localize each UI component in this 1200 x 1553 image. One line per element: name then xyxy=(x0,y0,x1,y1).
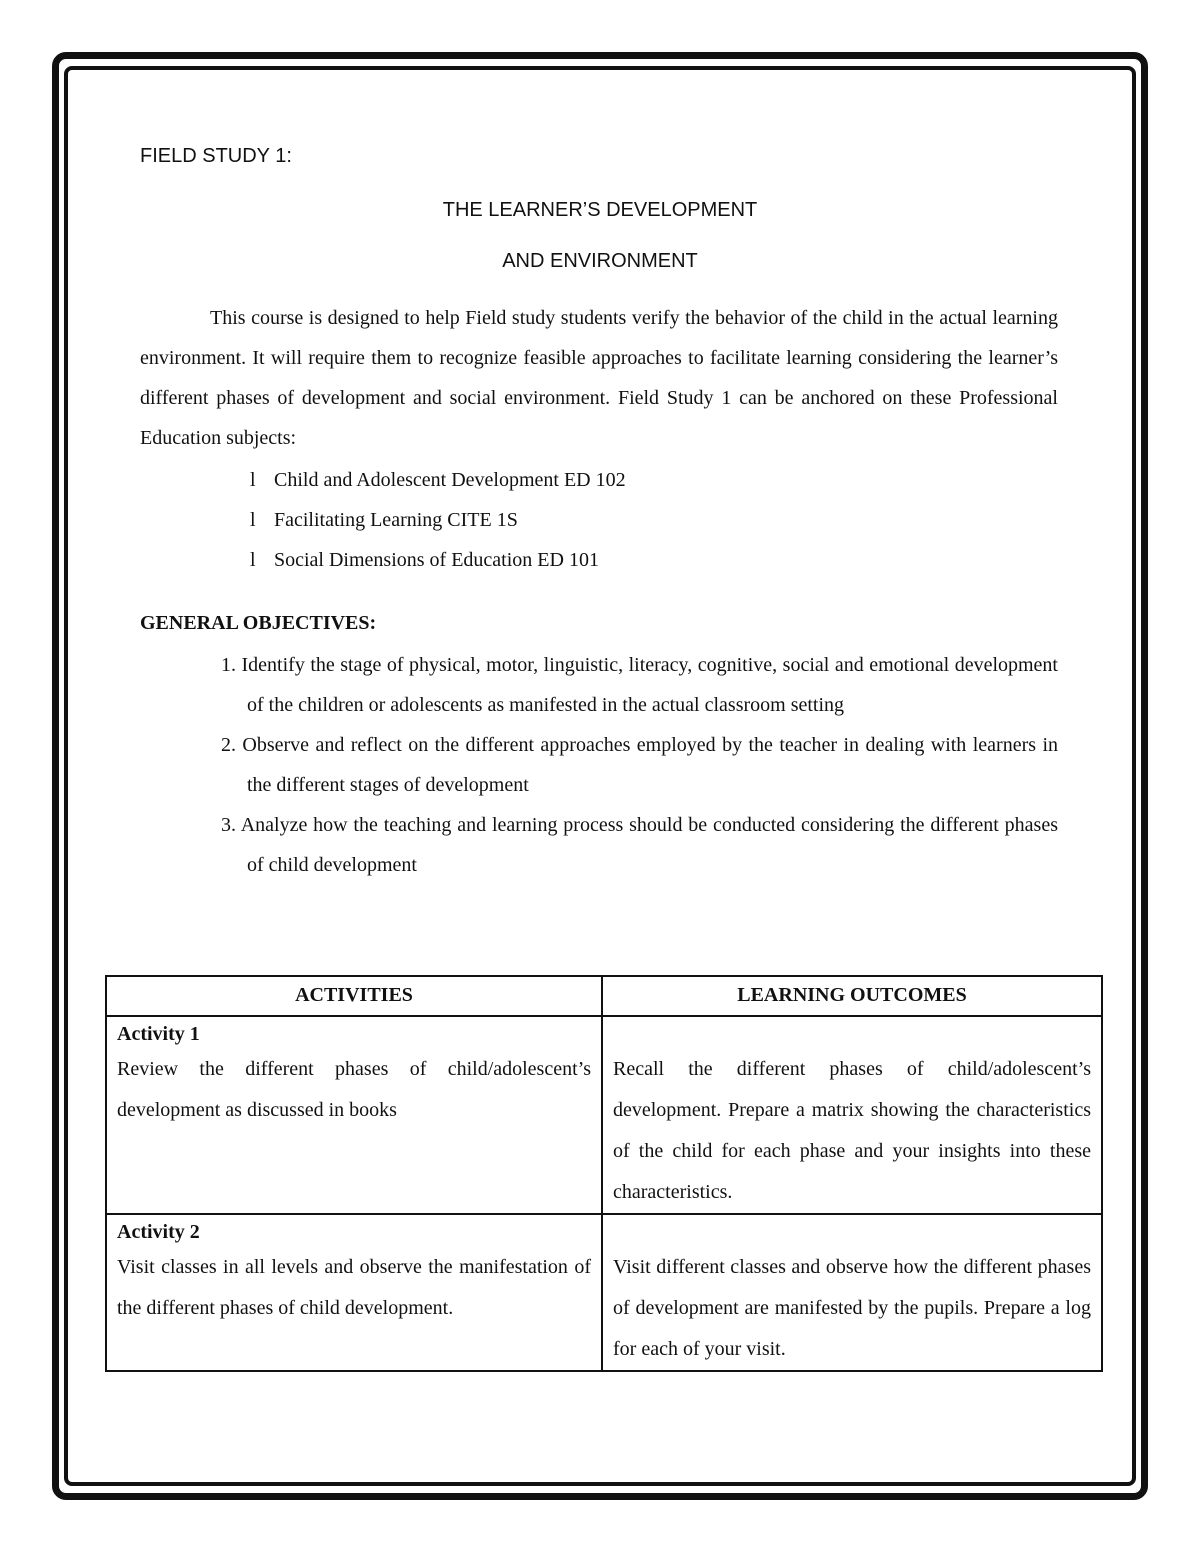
intro-paragraph xyxy=(140,298,1058,458)
activity-text: Visit classes in all levels and observe the manifestation of the different phases of child development. xyxy=(117,1256,591,1319)
bullet-icon: l xyxy=(250,509,256,531)
activity-cell xyxy=(106,1016,602,1214)
bullet-icon: l xyxy=(250,549,256,571)
activity-title: Activity 2 xyxy=(117,1221,200,1243)
table-row xyxy=(106,1214,1102,1371)
outcome-cell xyxy=(602,1016,1102,1214)
objective-item: 1. Identify the stage of physical, motor, linguistic, literacy, cognitive, social and emotional development of the children or adolescents as manifested in the actual classroom setting xyxy=(221,654,1058,716)
activity-text: Review the different phases of child/adolescent’s development as discussed in books xyxy=(117,1058,591,1121)
intro-text: This course is designed to help Field study students verify the behavior of the child in the actual learning environment. It will require them to recognize feasible approaches to facilitate learning considering the learner’s different phases of development and social environment. Field Study 1 can be anchored on these Professional Education subjects: xyxy=(140,307,1058,449)
header-activities: ACTIVITIES xyxy=(106,976,602,1016)
subject-text: Social Dimensions of Education ED 101 xyxy=(274,549,599,571)
activity-cell xyxy=(106,1214,602,1371)
header-learning-outcomes: LEARNING OUTCOMES xyxy=(602,976,1102,1016)
bullet-icon: l xyxy=(250,469,256,491)
activity-title: Activity 1 xyxy=(117,1023,200,1045)
objectives-heading: GENERAL OBJECTIVES: xyxy=(140,612,377,634)
objectives-list xyxy=(210,645,1058,885)
outcome-text: Visit different classes and observe how the different phases of development are manifested by the pupils. Prepare a log for each of your visit. xyxy=(613,1256,1091,1360)
course-code: FIELD STUDY 1: xyxy=(140,145,292,167)
outcome-cell xyxy=(602,1214,1102,1371)
subject-list xyxy=(250,460,626,580)
objective-item: 3. Analyze how the teaching and learning process should be conducted considering the different phases of child development xyxy=(221,814,1058,876)
table-row xyxy=(106,1016,1102,1214)
objective-item: 2. Observe and reflect on the different approaches employed by the teacher in dealing with learners in the different stages of development xyxy=(221,734,1058,796)
list-item xyxy=(250,540,626,580)
subject-text: Facilitating Learning CITE 1S xyxy=(274,509,518,531)
activities-table xyxy=(105,975,1103,1372)
document-title-line2: AND ENVIRONMENT xyxy=(502,250,698,272)
list-item xyxy=(250,500,626,540)
table-header-row xyxy=(106,976,1102,1016)
subject-text: Child and Adolescent Development ED 102 xyxy=(274,469,626,491)
document-title-line1: THE LEARNER’S DEVELOPMENT xyxy=(442,199,758,221)
outcome-text: Recall the different phases of child/adolescent’s development. Prepare a matrix showing the characteristics of the child for each phase and your insights into these characteristics. xyxy=(613,1058,1091,1203)
list-item xyxy=(250,460,626,500)
